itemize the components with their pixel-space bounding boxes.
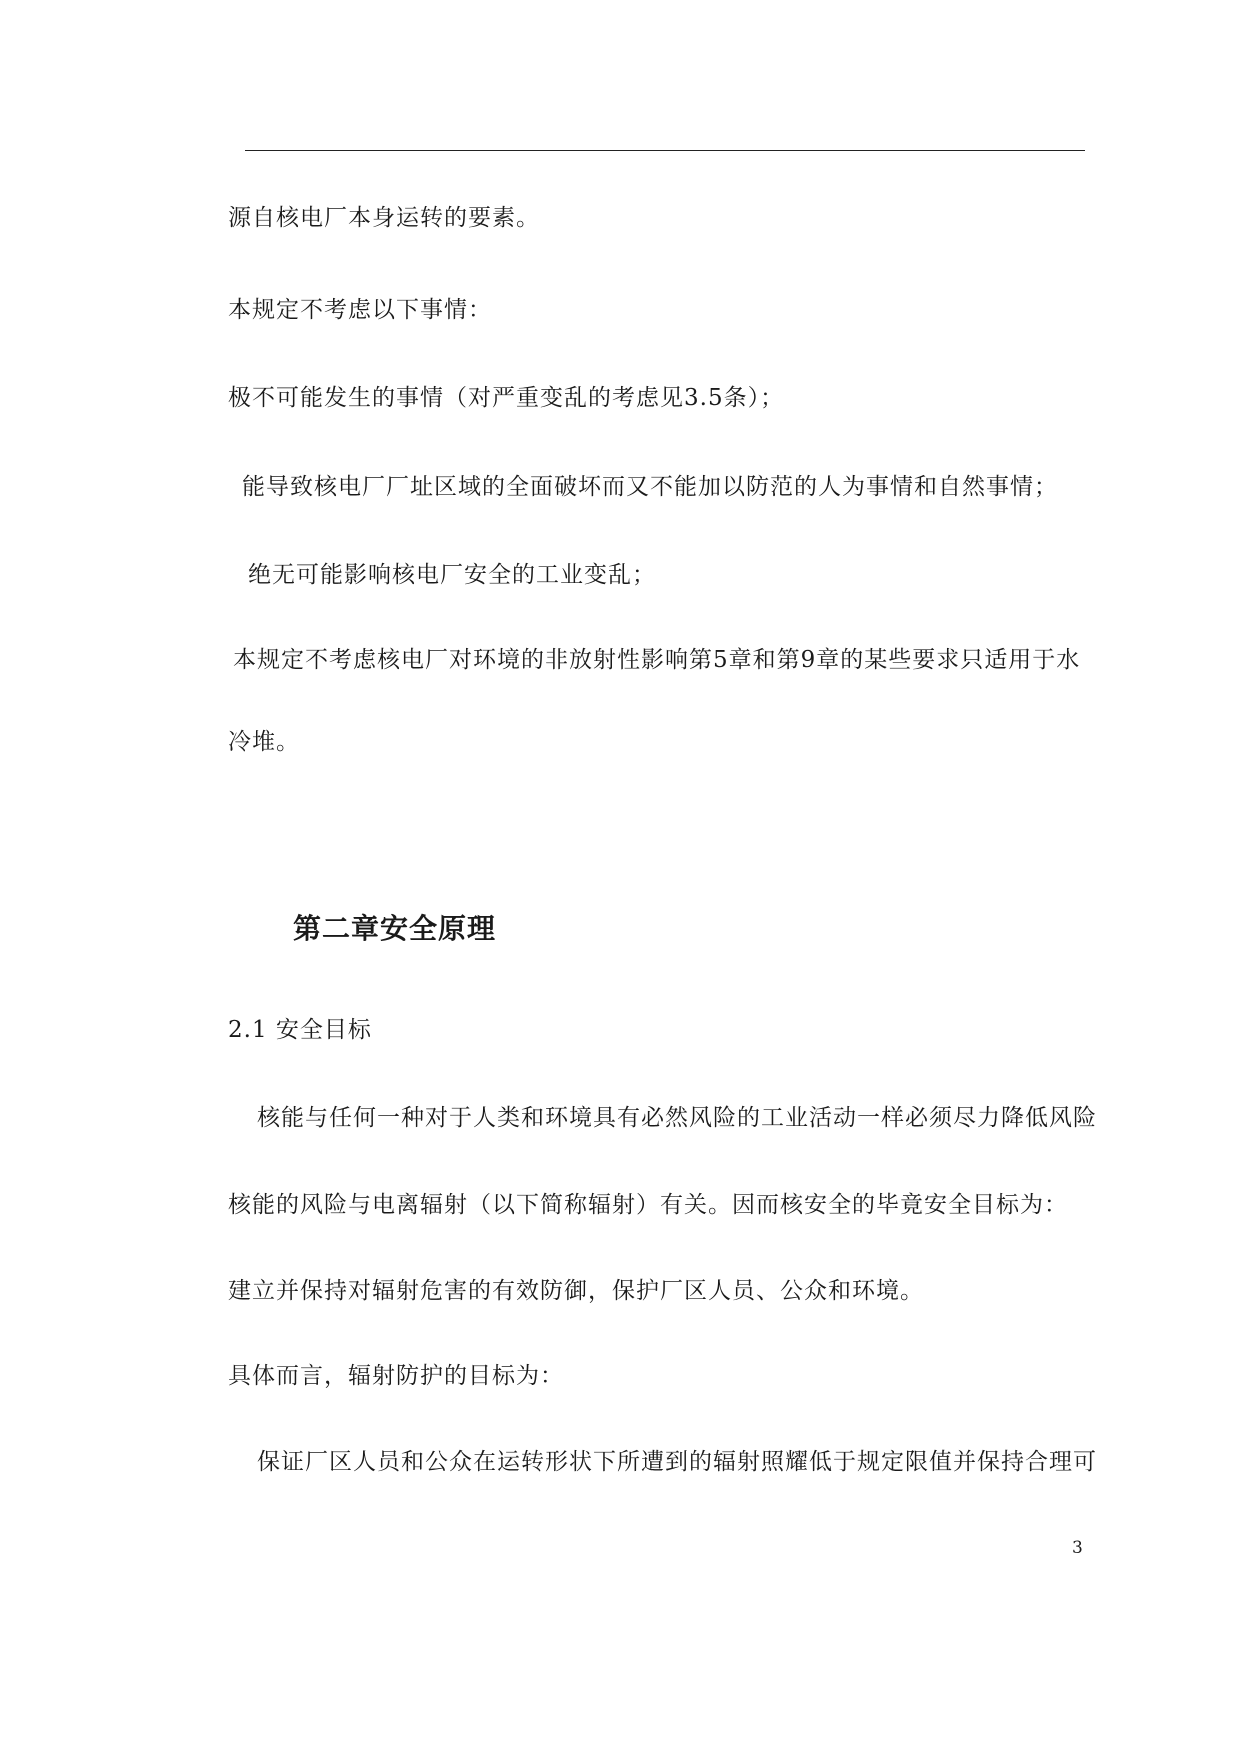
- chapter-title: 第二章安全原理: [293, 912, 497, 945]
- header-rule: [245, 150, 1085, 151]
- paragraph-line: 本规定不考虑以下事情：: [228, 297, 492, 323]
- section-paragraph-line: 保证厂区人员和公众在运转形状下所遭到的辐射照耀低于规定限值并保持合理可: [257, 1449, 1097, 1475]
- section-paragraph-line: 核能的风险与电离辐射（以下简称辐射）有关。因而核安全的毕竟安全目标为：: [228, 1192, 1068, 1218]
- section-paragraph-line: 具体而言，辐射防护的目标为：: [228, 1363, 564, 1389]
- section-paragraph-line: 建立并保持对辐射危害的有效防御，保护厂区人员、公众和环境。: [228, 1278, 924, 1304]
- paragraph-line: 本规定不考虑核电厂对环境的非放射性影响第5章和第9章的某些要求只适用于水: [233, 647, 1081, 673]
- paragraph-line: 能导致核电厂厂址区域的全面破坏而又不能加以防范的人为事情和自然事情；: [242, 474, 1058, 500]
- section-paragraph-line: 核能与任何一种对于人类和环境具有必然风险的工业活动一样必须尽力降低风险: [257, 1105, 1097, 1131]
- paragraph-line: 冷堆。: [228, 729, 300, 755]
- paragraph-line: 绝无可能影响核电厂安全的工业变乱；: [248, 562, 656, 588]
- page-number: 3: [1072, 1538, 1083, 1558]
- paragraph-line: 极不可能发生的事情（对严重变乱的考虑见3.5条）；: [228, 385, 785, 411]
- section-title: 2.1 安全目标: [228, 1017, 372, 1043]
- paragraph-line: 源自核电厂本身运转的要素。: [228, 205, 540, 231]
